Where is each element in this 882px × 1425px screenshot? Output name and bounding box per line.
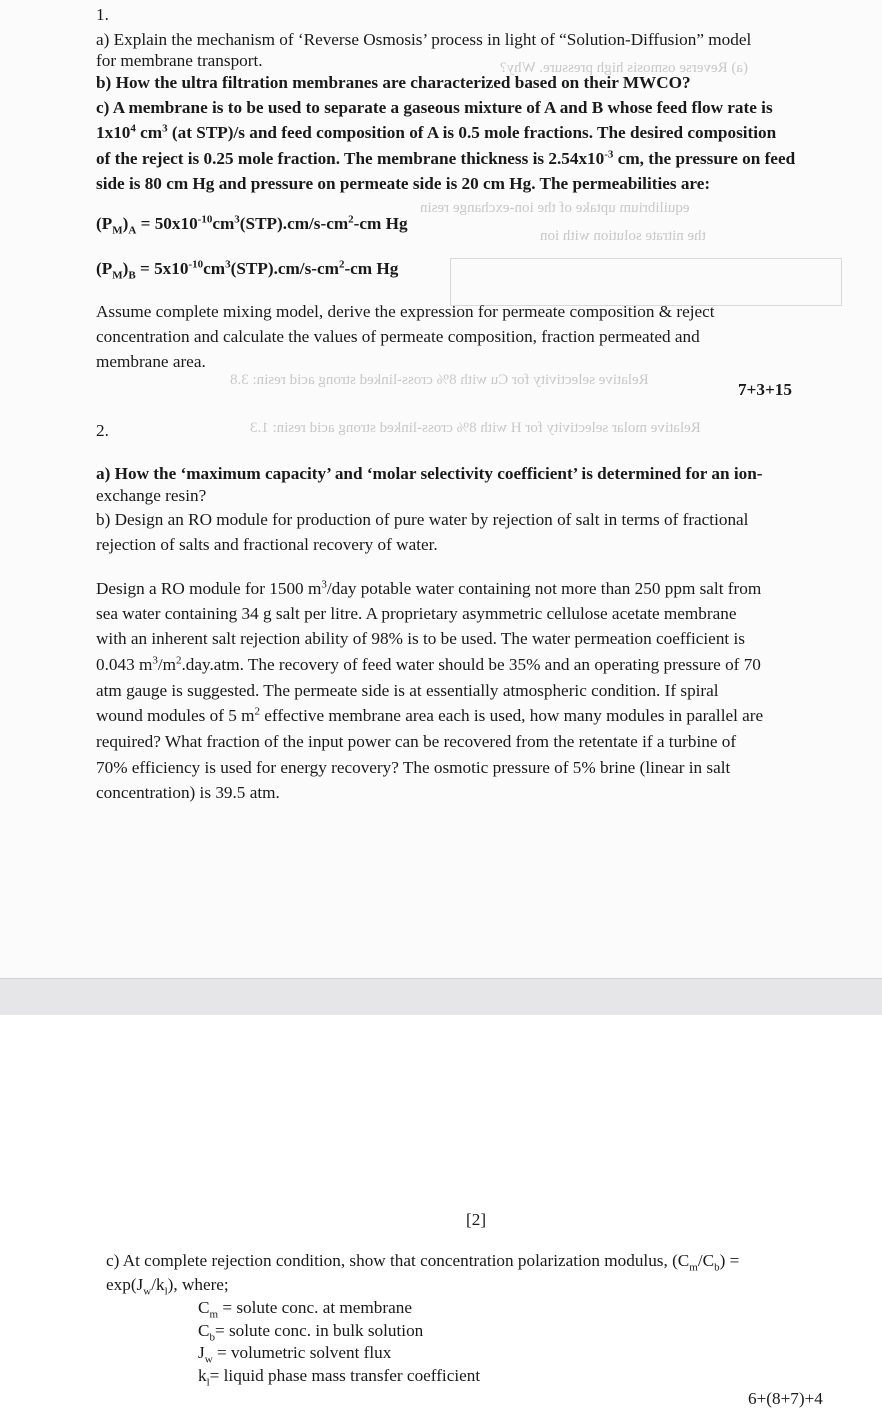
page-number-label: [2] (466, 1210, 487, 1229)
q2a-text: a) How the ‘maximum capacity’ and ‘molar selectivity coefficient’ is determined for an ion- (96, 464, 763, 483)
q2b-text: b) Design an RO module for production of pure water by rejection of salt in terms of fractional (96, 510, 749, 529)
q2c-text: c) At complete rejection condition, show that concentration polarization modulus, $(C_m/C_b)$ = (106, 1251, 740, 1274)
q1c-text: c) A membrane is to be used to separate a gaseous mixture of A and B whose feed flow rate is (96, 98, 773, 117)
bleed-through-text: equilibrium uptake of the ion-exchange resin (420, 200, 690, 216)
q1b-text: b) How the ultra filtration membranes are characterized based on their MWCO? (96, 73, 691, 92)
definition-cb: $C_b=$ solute conc. in bulk solution (198, 1321, 424, 1344)
design-problem-line: with an inherent salt rejection ability of 98% is to be used. The water permeation coefficient is (96, 629, 745, 648)
q1c-text: side is 80 cm Hg and pressure on permeate side is 20 cm Hg. The permeabilities are: (96, 174, 711, 193)
q1a-text: for membrane transport. (96, 51, 263, 70)
bleed-through-text: the nitrate solution with ion (540, 228, 706, 244)
design-problem-line: atm gauge is suggested. The permeate side is at essentially atmospheric condition. If spiral (96, 681, 719, 700)
q1c-assumption: membrane area. (96, 352, 206, 371)
q1-number: 1. (96, 5, 109, 24)
design-problem-line: wound modules of 5 $m^2$ effective membrane area each is used, how many modules in parallel are (96, 705, 764, 725)
design-problem-line: Design a RO module for 1500 $m^3$/day potable water containing not more than 250 ppm salt from (96, 578, 762, 598)
permeability-a: $(P_M)_A = 50x10^{-10}cm^3(STP).cm/s-cm^2-cm$ Hg (96, 213, 408, 237)
q2a-text: exchange resin? (96, 486, 207, 505)
q1-marks: 7+3+15 (738, 380, 792, 399)
bleed-through-text: (a) Reverse osmosis high pressure. Why? (500, 60, 748, 76)
bleed-through-table (450, 258, 842, 306)
definition-jw: $J_w$ = volumetric solvent flux (198, 1343, 392, 1366)
definition-kl: $k_l=$ liquid phase mass transfer coefficient (198, 1366, 481, 1389)
q1c-assumption: Assume complete mixing model, derive the expression for permeate composition & reject (96, 302, 715, 321)
bleed-through-text: Relative molar selectivity for H with 8% cross-linked strong acid resin: 1.3 (250, 420, 701, 436)
design-problem-line: required? What fraction of the input power can be recovered from the retentate if a turbine of (96, 732, 737, 751)
q2-number: 2. (96, 421, 109, 440)
definition-cm: $C_m$ = solute conc. at membrane (198, 1298, 412, 1321)
permeability-b: $(P_M)_B = 5x10^{-10}cm^3(STP).cm/s-cm^2-cm$ Hg (96, 258, 399, 282)
bleed-through-text: Relative selectivity for Cu with 8% cross-linked strong acid resin: 3.8 (230, 372, 649, 388)
q1c-text: $1x10^4$ $cm^3$ (at STP)/s and feed composition of A is 0.5 mole fractions. The desired composition (96, 122, 777, 142)
q1c-text: of the reject is 0.25 mole fraction. The membrane thickness is $2.54x10^{-3}$ cm, the pressure on feed (96, 148, 796, 168)
page-separator (0, 978, 882, 1016)
design-problem-line: concentration) is 39.5 atm. (96, 783, 280, 802)
design-problem-line: sea water containing 34 g salt per litre. A proprietary asymmetric cellulose acetate membrane (96, 604, 737, 623)
design-problem-line: 70% efficiency is used for energy recovery? The osmotic pressure of 5% brine (linear in salt (96, 758, 731, 777)
q1a-text: a) Explain the mechanism of ‘Reverse Osmosis’ process in light of “Solution-Diffusion” model (96, 30, 752, 49)
design-problem-line: 0.043 $m^3/m^2.day.atm$. The recovery of feed water should be 35% and an operating pressure of 70 (96, 654, 761, 674)
q2b-text: rejection of salts and fractional recovery of water. (96, 535, 438, 554)
q2-marks: 6+(8+7)+4 (748, 1389, 823, 1408)
q1c-assumption: concentration and calculate the values of permeate composition, fraction permeated and (96, 327, 700, 346)
exam-page-2 (0, 1015, 882, 1425)
q2c-text: $\exp(J_w/k_l)$, where; (106, 1275, 229, 1298)
